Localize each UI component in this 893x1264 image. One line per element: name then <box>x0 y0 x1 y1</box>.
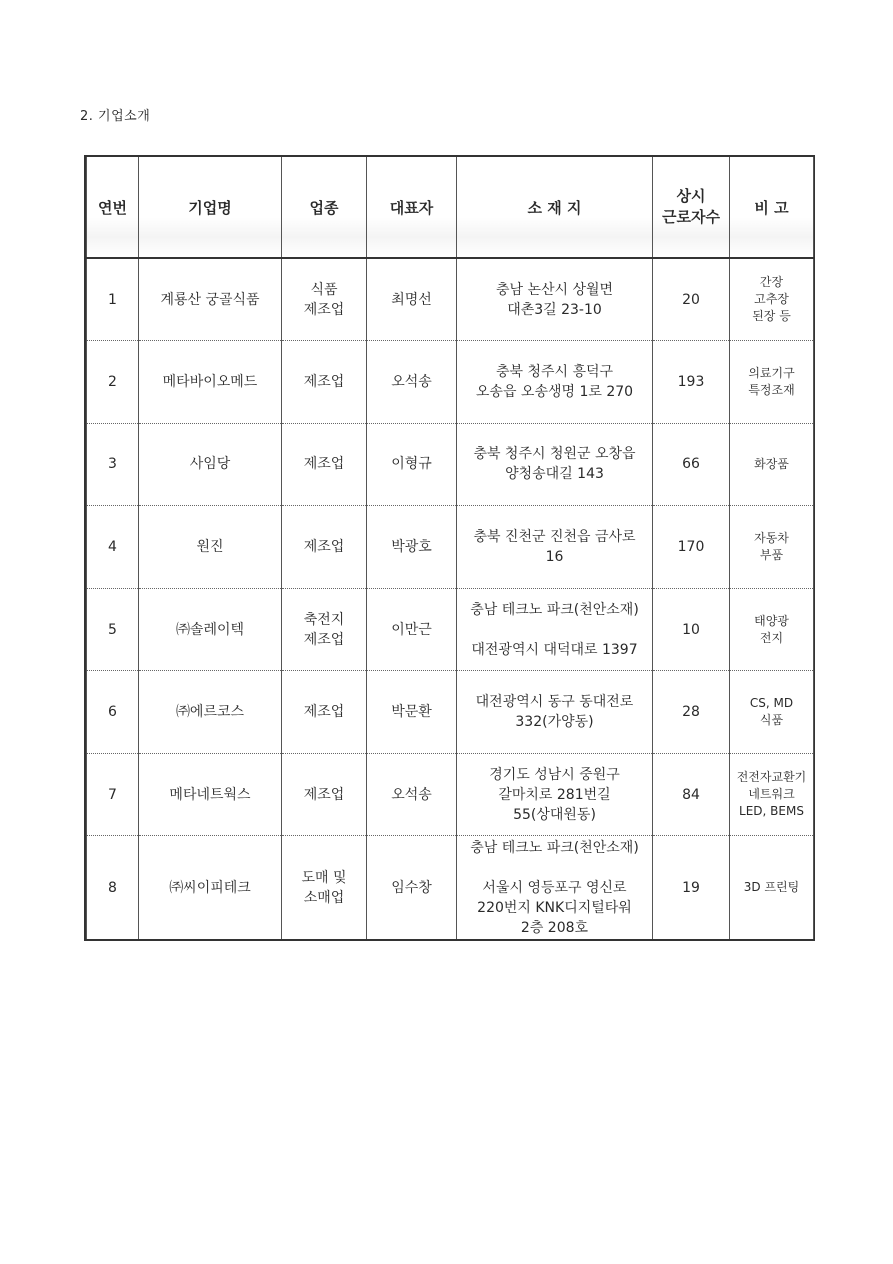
header-industry: 업종 <box>282 157 367 258</box>
cell-company-name: 사임당 <box>139 423 282 506</box>
cell-no: 1 <box>87 258 139 341</box>
cell-note: 화장품 <box>730 423 814 506</box>
cell-note: CS, MD 식품 <box>730 671 814 754</box>
header-address: 소 재 지 <box>457 157 653 258</box>
cell-address: 대전광역시 동구 동대전로 332(가양동) <box>457 671 653 754</box>
cell-industry: 제조업 <box>282 753 367 836</box>
header-company-name: 기업명 <box>139 157 282 258</box>
cell-company-name: 메타네트웍스 <box>139 753 282 836</box>
cell-ceo: 임수창 <box>367 836 457 939</box>
table-row <box>87 258 814 341</box>
cell-ceo: 박광호 <box>367 506 457 589</box>
table-header-row <box>87 157 814 258</box>
cell-no: 7 <box>87 753 139 836</box>
cell-note: 간장 고추장 된장 등 <box>730 258 814 341</box>
cell-ceo: 오석송 <box>367 753 457 836</box>
cell-address: 충남 논산시 상월면 대촌3길 23-10 <box>457 258 653 341</box>
cell-no: 4 <box>87 506 139 589</box>
cell-employees: 19 <box>653 836 730 939</box>
header-no: 연번 <box>87 157 139 258</box>
cell-employees: 170 <box>653 506 730 589</box>
company-table-grid <box>86 157 814 939</box>
cell-company-name: 계룡산 궁골식품 <box>139 258 282 341</box>
cell-address: 경기도 성남시 중원구 갈마치로 281번길 55(상대원동) <box>457 753 653 836</box>
table-row <box>87 588 814 671</box>
cell-no: 6 <box>87 671 139 754</box>
cell-address: 충남 테크노 파크(천안소재) 서울시 영등포구 영신로 220번지 KNK디지털타워 2층 208호 <box>457 836 653 939</box>
table-row <box>87 836 814 939</box>
section-title: 2. 기업소개 <box>80 109 151 124</box>
cell-industry: 축전지 제조업 <box>282 588 367 671</box>
cell-note: 전전자교환기 네트워크 LED, BEMS <box>730 753 814 836</box>
cell-no: 8 <box>87 836 139 939</box>
cell-industry: 식품 제조업 <box>282 258 367 341</box>
table-row <box>87 341 814 424</box>
table-row <box>87 423 814 506</box>
cell-employees: 28 <box>653 671 730 754</box>
cell-company-name: 메타바이오메드 <box>139 341 282 424</box>
cell-address: 충남 테크노 파크(천안소재) 대전광역시 대덕대로 1397 <box>457 588 653 671</box>
company-table <box>84 155 815 941</box>
cell-industry: 도매 및 소매업 <box>282 836 367 939</box>
cell-industry: 제조업 <box>282 506 367 589</box>
table-row <box>87 671 814 754</box>
cell-no: 2 <box>87 341 139 424</box>
header-ceo: 대표자 <box>367 157 457 258</box>
cell-note: 3D 프린팅 <box>730 836 814 939</box>
cell-note: 의료기구 특정조재 <box>730 341 814 424</box>
cell-note: 자동차 부품 <box>730 506 814 589</box>
cell-address: 충북 진천군 진천읍 금사로 16 <box>457 506 653 589</box>
cell-industry: 제조업 <box>282 671 367 754</box>
cell-employees: 10 <box>653 588 730 671</box>
cell-ceo: 최명선 <box>367 258 457 341</box>
cell-ceo: 이형규 <box>367 423 457 506</box>
cell-industry: 제조업 <box>282 423 367 506</box>
cell-no: 5 <box>87 588 139 671</box>
table-row <box>87 753 814 836</box>
cell-ceo: 박문환 <box>367 671 457 754</box>
cell-company-name: ㈜솔레이텍 <box>139 588 282 671</box>
header-employees: 상시 근로자수 <box>653 157 730 258</box>
cell-employees: 66 <box>653 423 730 506</box>
cell-ceo: 이만근 <box>367 588 457 671</box>
header-note: 비 고 <box>730 157 814 258</box>
cell-employees: 193 <box>653 341 730 424</box>
table-row <box>87 506 814 589</box>
cell-industry: 제조업 <box>282 341 367 424</box>
cell-company-name: ㈜에르코스 <box>139 671 282 754</box>
cell-company-name: 원진 <box>139 506 282 589</box>
cell-employees: 84 <box>653 753 730 836</box>
cell-ceo: 오석송 <box>367 341 457 424</box>
cell-employees: 20 <box>653 258 730 341</box>
cell-address: 충북 청주시 흥덕구 오송읍 오송생명 1로 270 <box>457 341 653 424</box>
cell-company-name: ㈜씨이피테크 <box>139 836 282 939</box>
cell-note: 태양광 전지 <box>730 588 814 671</box>
cell-address: 충북 청주시 청원군 오창읍 양청송대길 143 <box>457 423 653 506</box>
cell-no: 3 <box>87 423 139 506</box>
